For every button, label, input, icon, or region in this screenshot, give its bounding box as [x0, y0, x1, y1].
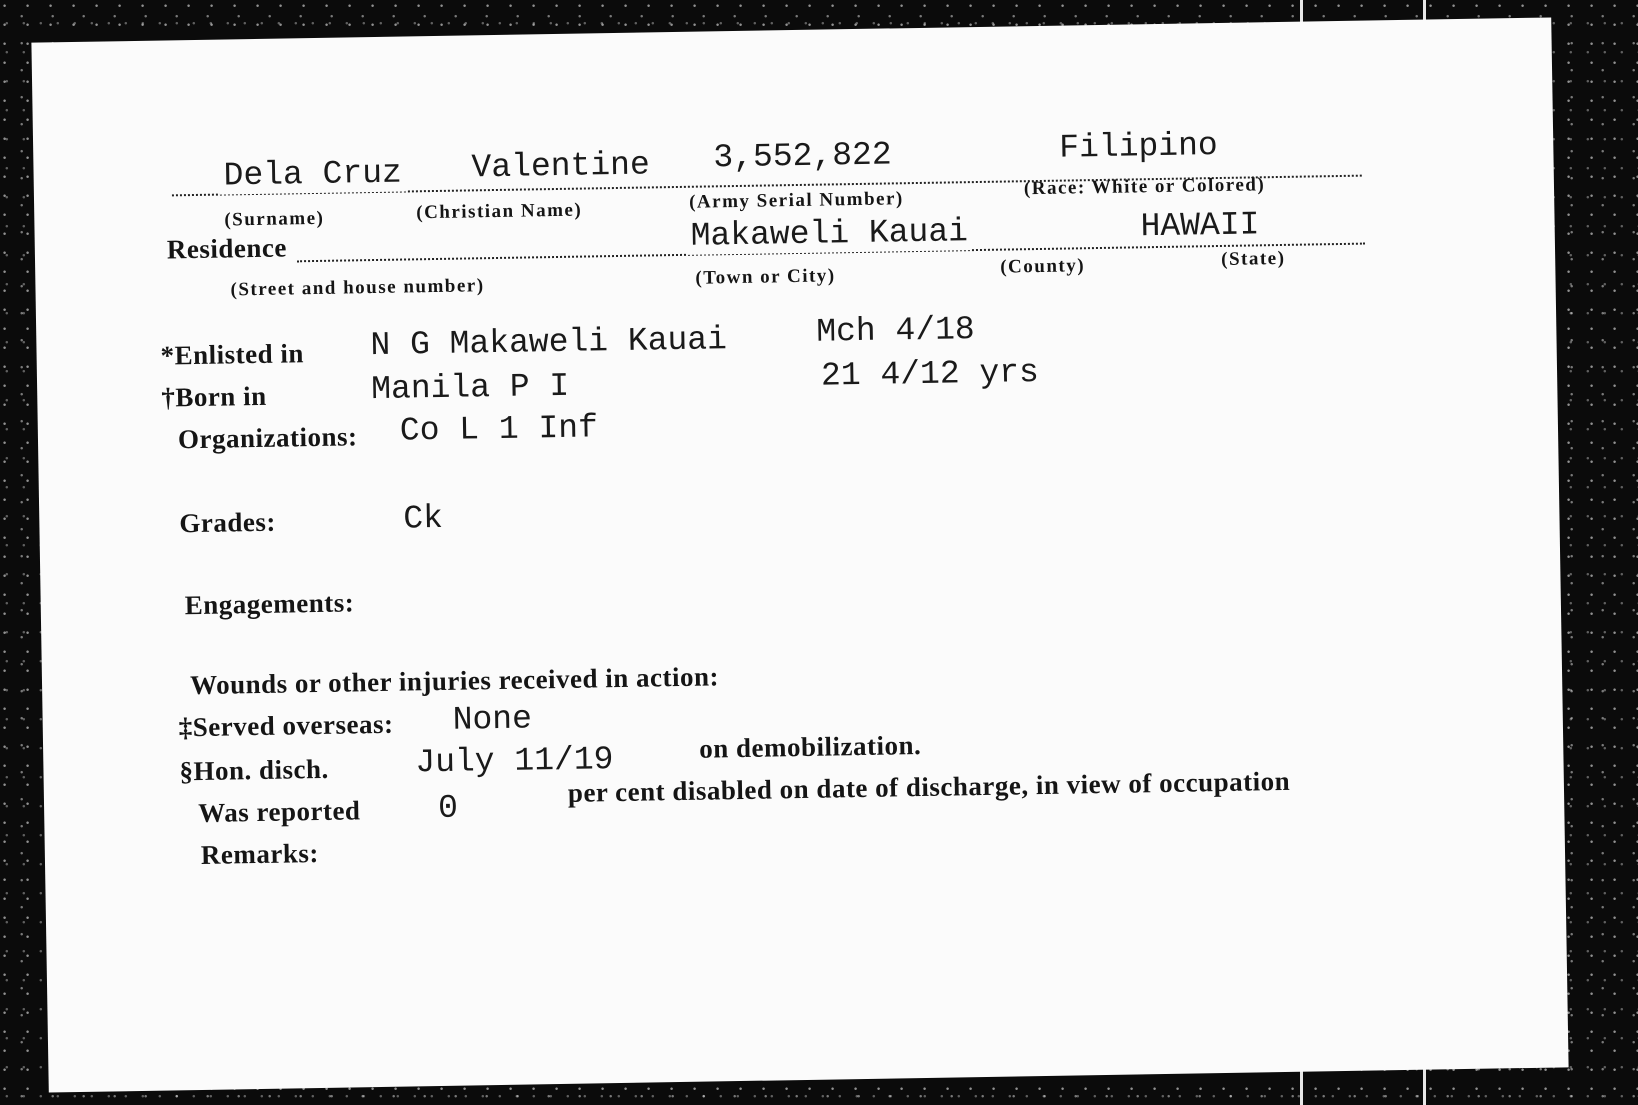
- town-caption: (Town or City): [695, 265, 836, 289]
- hon-disch-suffix: on demobilization.: [698, 730, 922, 764]
- surname-caption: (Surname): [224, 207, 325, 231]
- enlisted-date: Mch 4/18: [816, 311, 976, 351]
- born-label: †Born in: [161, 380, 267, 413]
- remarks-label: Remarks:: [200, 838, 320, 870]
- enlisted-value: N G Makaweli Kauai: [370, 321, 728, 365]
- wounds-label: Wounds or other injuries received in action:: [189, 661, 720, 701]
- race-value: Filipino: [1055, 127, 1222, 167]
- town-value: Makaweli Kauai: [686, 213, 972, 255]
- state-caption: (State): [1220, 247, 1286, 270]
- county-caption: (County): [1000, 255, 1086, 278]
- grades-value: Ck: [403, 499, 444, 538]
- race-caption: (Race: White or Colored): [1023, 174, 1266, 200]
- served-overseas-value: None: [452, 700, 533, 739]
- christian-name-caption: (Christian Name): [416, 199, 583, 224]
- serial-caption: (Army Serial Number): [688, 188, 904, 213]
- street-caption: (Street and house number): [230, 275, 485, 301]
- served-overseas-label: ‡Served overseas:: [178, 708, 394, 743]
- organizations-value: Co L 1 Inf: [399, 409, 599, 450]
- engagements-label: Engagements:: [184, 587, 355, 621]
- residence-label: Residence: [167, 232, 291, 265]
- hon-disch-value: July 11/19: [415, 741, 614, 782]
- enlisted-label: *Enlisted in: [160, 338, 305, 371]
- surname-value: Dela Cruz: [219, 154, 406, 194]
- hon-disch-label: §Hon. disch.: [179, 753, 330, 787]
- reported-suffix: per cent disabled on date of discharge, in view of occupation: [567, 765, 1291, 808]
- service-record-card: [31, 17, 1568, 1092]
- serial-number-value: 3,552,822: [709, 136, 896, 176]
- reported-label: Was reported: [197, 795, 361, 829]
- reported-value: 0: [437, 789, 459, 828]
- christian-name-value: Valentine: [467, 146, 654, 186]
- born-value: Manila P I: [370, 367, 570, 409]
- organizations-label: Organizations:: [177, 421, 358, 455]
- state-value: HAWAII: [1136, 206, 1263, 245]
- age-value: 21 4/12 yrs: [820, 354, 1040, 395]
- grades-label: Grades:: [179, 506, 277, 539]
